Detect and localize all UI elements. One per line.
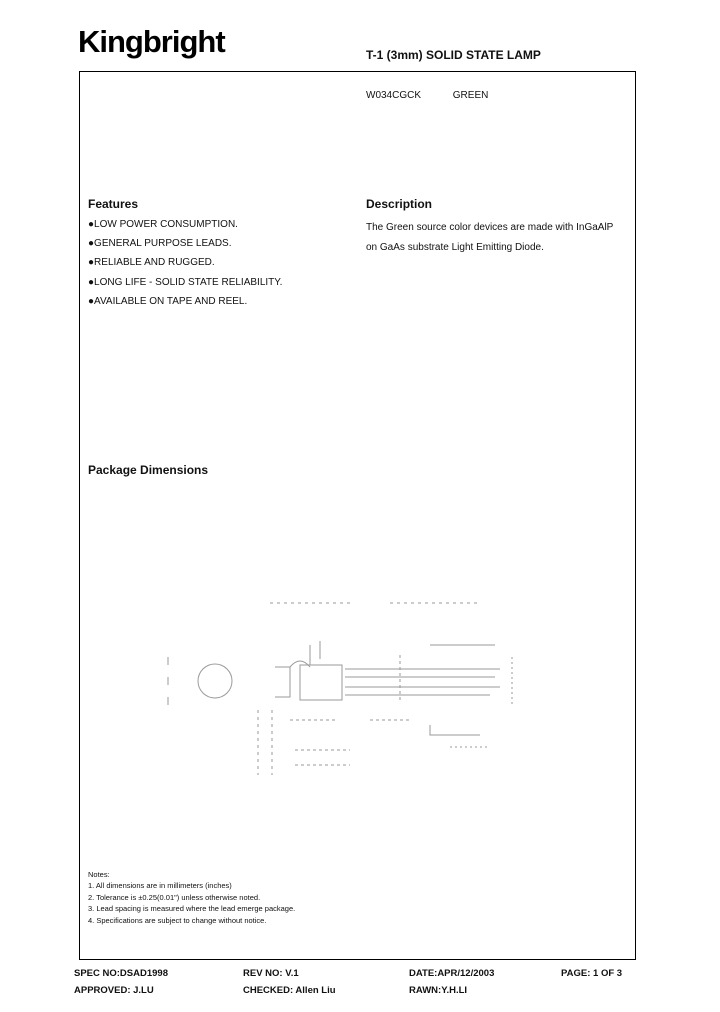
description-line: on GaAs substrate Light Emitting Diode.: [366, 241, 544, 253]
approved-by: APPROVED: J.LU: [74, 985, 154, 996]
note-item: 3. Lead spacing is measured where the lead emerge package.: [88, 904, 296, 914]
note-item: 4. Specifications are subject to change without notice.: [88, 915, 267, 925]
note-item: 1. All dimensions are in millimeters (inches): [88, 881, 232, 891]
description-line: The Green source color devices are made with InGaAlP: [366, 222, 614, 233]
notes-heading: Notes:: [88, 870, 110, 879]
feature-item: ●RELIABLE AND RUGGED.: [88, 257, 215, 269]
package-heading: Package Dimensions: [88, 463, 209, 477]
revision-number: REV NO: V.1: [243, 968, 299, 979]
feature-item: ●GENERAL PURPOSE LEADS.: [88, 238, 232, 250]
features-heading: Features: [88, 197, 139, 211]
part-number: W034CGCK: [366, 90, 422, 101]
content-frame: [79, 71, 636, 960]
spec-number: SPEC NO:DSAD1998: [74, 968, 168, 979]
drawn-by: RAWN:Y.H.LI: [409, 985, 468, 996]
description-text: [366, 218, 636, 257]
note-item: 2. Tolerance is ±0.25(0.01") unless otherwise noted.: [88, 892, 261, 902]
feature-item: ●LOW POWER CONSUMPTION.: [88, 219, 238, 230]
part-info: [366, 90, 488, 101]
document-title: T-1 (3mm) SOLID STATE LAMP: [366, 48, 541, 62]
feature-item: ●LONG LIFE - SOLID STATE RELIABILITY.: [88, 276, 283, 288]
feature-item: ●AVAILABLE ON TAPE AND REEL.: [88, 295, 248, 307]
checked-by: CHECKED: Allen Liu: [243, 985, 336, 996]
document-date: DATE:APR/12/2003: [409, 968, 495, 979]
description-heading: Description: [366, 197, 433, 211]
page-number: PAGE: 1 OF 3: [561, 968, 623, 979]
notes-block: [88, 869, 295, 926]
package-dimension-drawing: [150, 585, 540, 785]
kingbright-logo: Kingbright: [78, 24, 225, 59]
features-list: [88, 218, 282, 314]
part-color: GREEN: [452, 90, 489, 101]
